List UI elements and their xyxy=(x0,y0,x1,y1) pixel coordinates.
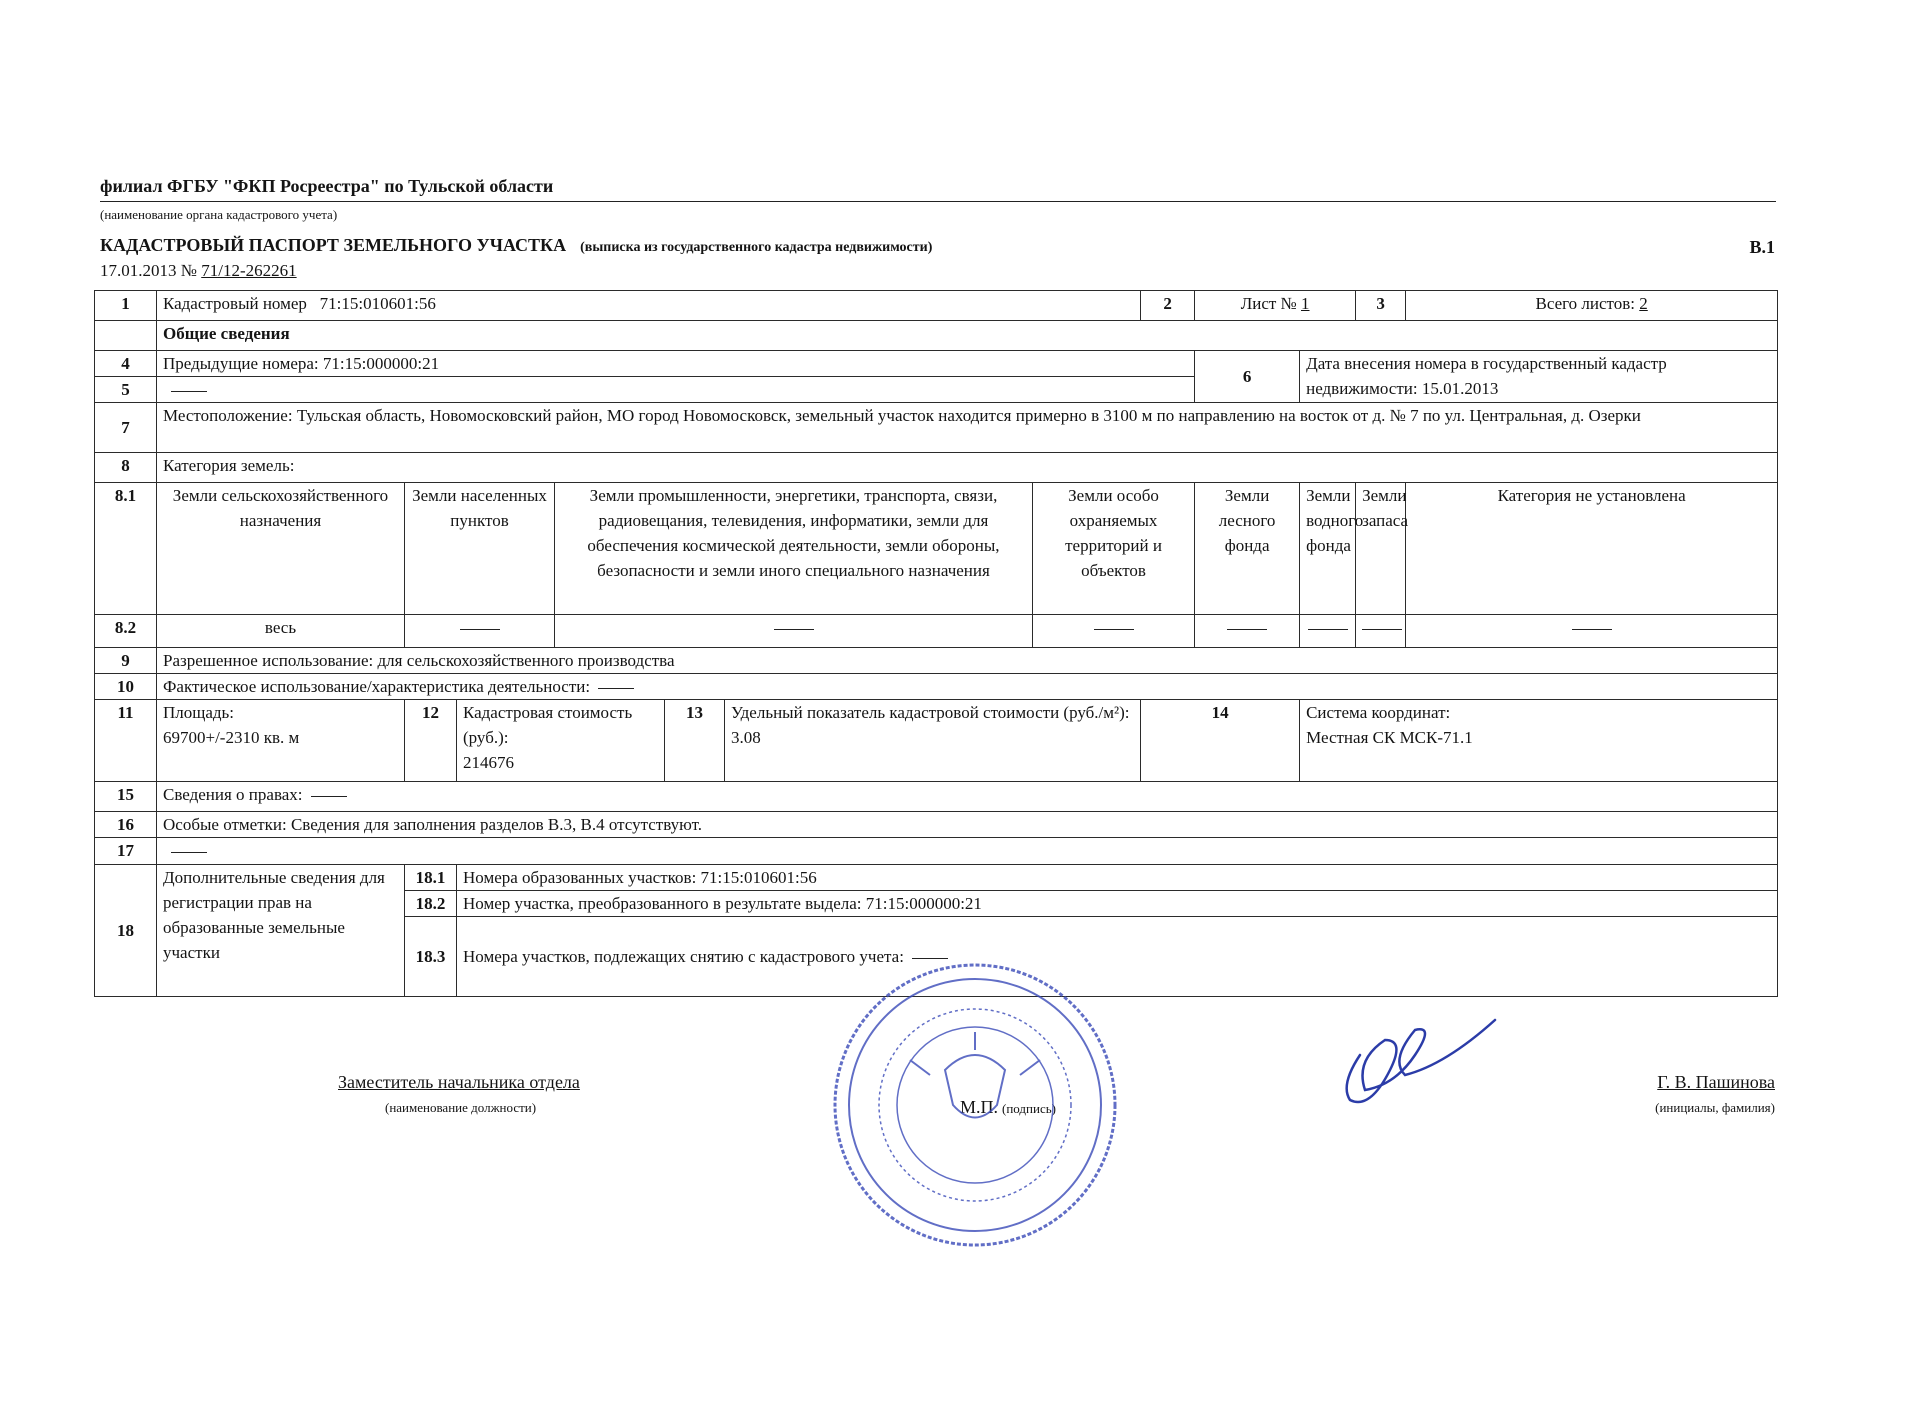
row-number: 18 xyxy=(95,865,157,997)
official-seal xyxy=(835,965,1115,1245)
specific-cost-value: 3.08 xyxy=(731,728,761,747)
row-number: 8.1 xyxy=(95,483,157,615)
registration-date-label: Дата внесения номера в государственный кадастр недвижимости: xyxy=(1306,354,1667,398)
row-number: 4 xyxy=(95,351,157,377)
category-reserve: Земли запаса xyxy=(1356,483,1406,615)
special-notes-label: Особые отметки: xyxy=(163,815,287,834)
total-sheets-number: 2 xyxy=(1639,294,1648,313)
coordinate-system-label: Система координат: xyxy=(1306,703,1451,722)
transformed-plot-label: Номер участка, преобразованного в результате выдела: xyxy=(463,894,862,913)
row-number: 18.3 xyxy=(405,917,457,997)
category-forest: Земли лесного фонда xyxy=(1195,483,1300,615)
transformed-plot-value: 71:15:000000:21 xyxy=(865,894,982,913)
number-sign: № xyxy=(180,261,197,280)
area-value: 69700+/-2310 кв. м xyxy=(163,728,300,747)
total-sheets-label: Всего листов: xyxy=(1535,294,1636,313)
row-number: 3 xyxy=(1356,291,1406,321)
sheet-label: Лист № xyxy=(1240,294,1297,313)
row-number: 11 xyxy=(95,700,157,782)
row-number: 2 xyxy=(1141,291,1195,321)
signer-name: Г. В. Пашинова xyxy=(1657,1072,1775,1092)
category-protected: Земли особо охраняемых территорий и объектов xyxy=(1033,483,1195,615)
category-value-agricultural: весь xyxy=(157,615,405,648)
row-number: 7 xyxy=(95,403,157,453)
signer-name-caption: (инициалы, фамилия) xyxy=(1655,1100,1775,1115)
document-number: 71/12-262261 xyxy=(201,261,297,280)
formed-plots-label: Номера образованных участков: xyxy=(463,868,697,887)
row-number: 12 xyxy=(405,700,457,782)
sheet-number: 1 xyxy=(1301,294,1310,313)
location-value: Тульская область, Новомосковский район, МО город Новомосковск, земельный участок находится примерно в 3100 м по направлению на восток от д. № 7 по ул. Центральная, д. Озерки xyxy=(296,406,1641,425)
rights-label: Сведения о правах: xyxy=(163,785,303,804)
removed-plots-label: Номера участков, подлежащих снятию с кадастрового учета: xyxy=(463,947,904,966)
signer-position-caption: (наименование должности) xyxy=(385,1100,537,1115)
row-number: 5 xyxy=(95,377,157,403)
category-settlements: Земли населенных пунктов xyxy=(405,483,555,615)
coordinate-system-value: Местная СК МСК-71.1 xyxy=(1306,728,1473,747)
registration-date-value: 15.01.2013 xyxy=(1421,379,1499,398)
location-label: Местоположение: xyxy=(163,406,293,425)
row-number: 9 xyxy=(95,648,157,674)
category-water: Земли водного фонда xyxy=(1300,483,1356,615)
row-number: 16 xyxy=(95,812,157,838)
previous-numbers-value: 71:15:000000:21 xyxy=(322,354,440,373)
document-title-text: КАДАСТРОВЫЙ ПАСПОРТ ЗЕМЕЛЬНОГО УЧАСТКА xyxy=(100,235,567,255)
cadastral-cost-label: Кадастровая стоимость (руб.): xyxy=(463,703,633,747)
row-number: 17 xyxy=(95,838,157,865)
row-number: 1 xyxy=(95,291,157,321)
specific-cost-label: Удельный показатель кадастровой стоимости (руб./м²): xyxy=(731,703,1130,722)
signer-position: Заместитель начальника отдела xyxy=(338,1072,580,1092)
row-number: 8.2 xyxy=(95,615,157,648)
organization-name: филиал ФГБУ "ФКП Росреестра" по Тульской области xyxy=(100,176,554,196)
cadastral-number-value: 71:15:010601:56 xyxy=(319,294,436,313)
row-number: 15 xyxy=(95,782,157,812)
category-not-set: Категория не установлена xyxy=(1406,483,1778,615)
organization-caption: (наименование органа кадастрового учета) xyxy=(100,207,338,222)
cadastral-cost-value: 214676 xyxy=(463,753,514,772)
row-number: 13 xyxy=(665,700,725,782)
formed-plots-value: 71:15:010601:56 xyxy=(700,868,817,887)
category-industry: Земли промышленности, энергетики, транспорта, связи, радиовещания, телевидения, информатики, земли для обеспечения космической деятельности, земли обороны, безопасности и земли иного специального назначения xyxy=(555,483,1033,615)
additional-info-label: Дополнительные сведения для регистрации прав на образованные земельные участки xyxy=(157,865,405,997)
signature-scribble xyxy=(1347,1020,1495,1102)
cadastral-number-label: Кадастровый номер xyxy=(163,294,307,313)
land-category-label: Категория земель: xyxy=(157,453,1778,483)
row-number: 18.1 xyxy=(405,865,457,891)
special-notes-value: Сведения для заполнения разделов В.3, В.4 отсутствуют. xyxy=(290,815,703,834)
permitted-use-value: для сельскохозяйственного производства xyxy=(377,651,675,670)
general-header: Общие сведения xyxy=(157,321,1778,351)
permitted-use-label: Разрешенное использование: xyxy=(163,651,374,670)
row-number: 6 xyxy=(1195,351,1300,403)
category-agricultural: Земли сельскохозяйственного назначения xyxy=(157,483,405,615)
area-label: Площадь: xyxy=(163,703,235,722)
document-date: 17.01.2013 xyxy=(100,261,177,280)
row-number: 10 xyxy=(95,674,157,700)
row-number: 18.2 xyxy=(405,891,457,917)
document-subtitle: (выписка из государственного кадастра недвижимости) xyxy=(580,240,933,255)
stamp-label: М.П. xyxy=(960,1097,999,1117)
row-number: 8 xyxy=(95,453,157,483)
previous-numbers-label: Предыдущие номера: xyxy=(163,354,319,373)
row-number: 14 xyxy=(1141,700,1300,782)
actual-use-label: Фактическое использование/характеристика деятельности: xyxy=(163,677,591,696)
signature-caption: (подпись) xyxy=(1002,1101,1056,1116)
section-code: В.1 xyxy=(1749,237,1775,257)
